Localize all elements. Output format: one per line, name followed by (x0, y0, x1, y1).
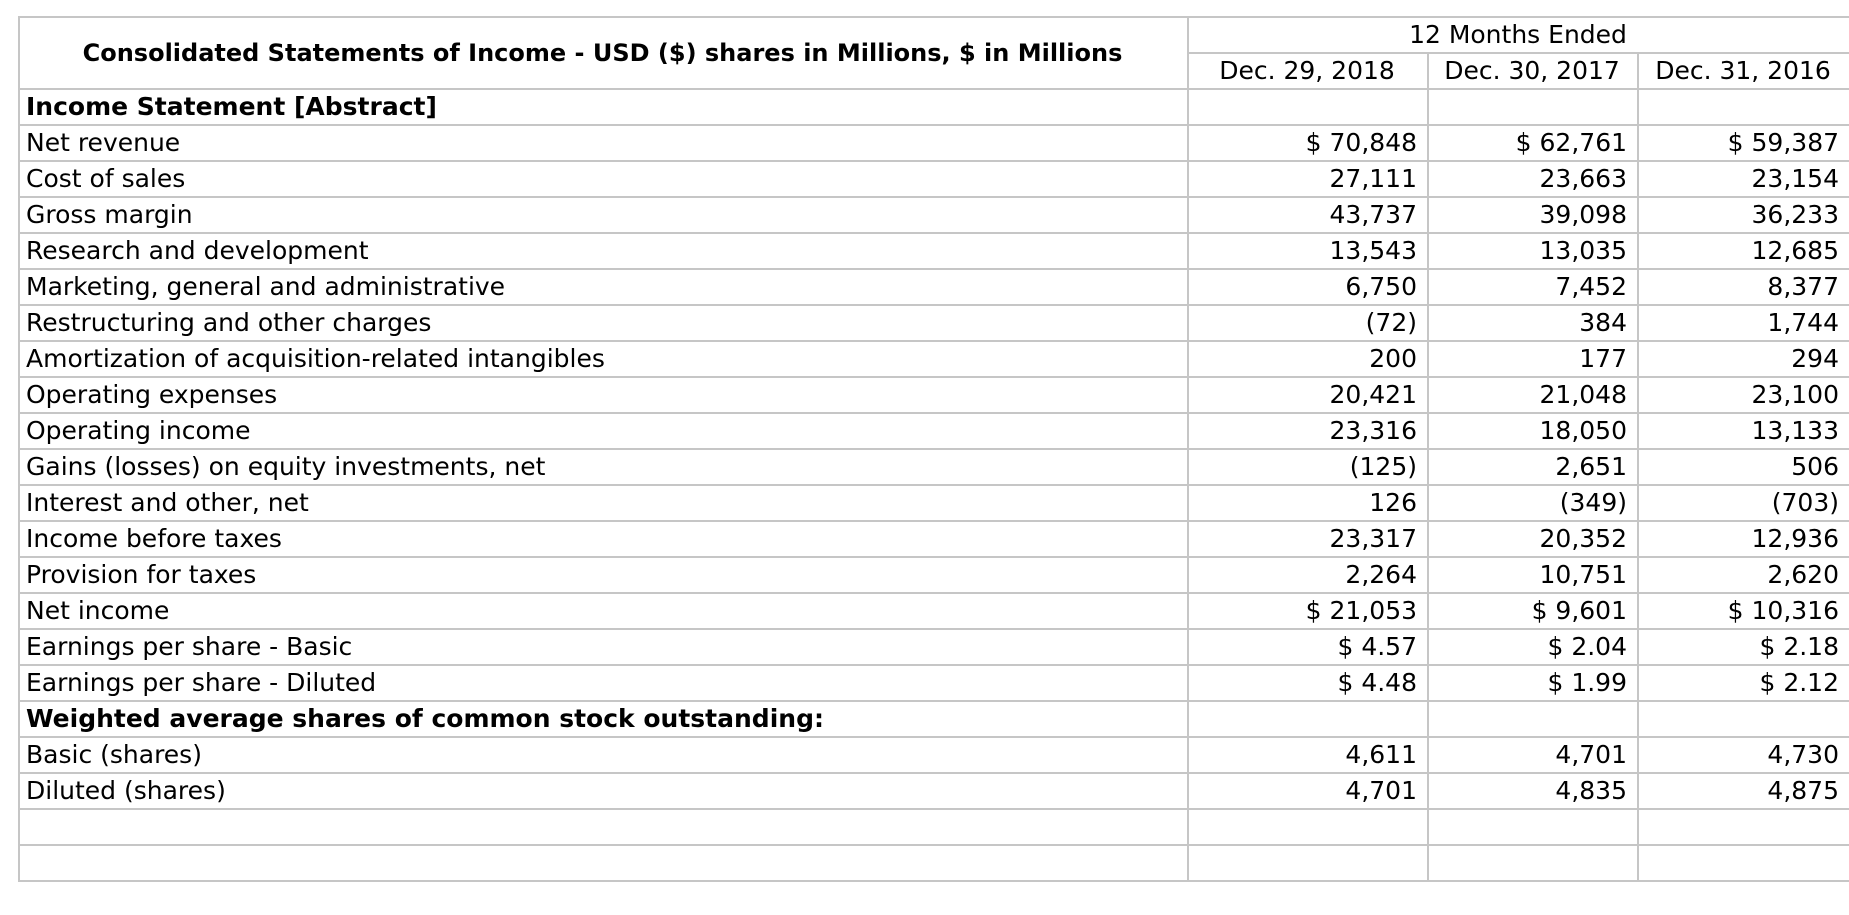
row-value: 13,133 (1638, 413, 1849, 449)
row-value: $ 1.99 (1428, 665, 1638, 701)
table-title: Consolidated Statements of Income - USD ($) shares in Millions, $ in Millions (19, 17, 1188, 89)
row-label (19, 845, 1188, 881)
row-label: Income Statement [Abstract] (19, 89, 1188, 125)
row-value: 2,620 (1638, 557, 1849, 593)
table-row (19, 161, 1849, 197)
row-value: (72) (1188, 305, 1428, 341)
row-value: $ 9,601 (1428, 593, 1638, 629)
row-label: Earnings per share - Diluted (19, 665, 1188, 701)
row-value: 4,611 (1188, 737, 1428, 773)
row-value: 20,421 (1188, 377, 1428, 413)
row-value: $ 62,761 (1428, 125, 1638, 161)
row-value: 12,936 (1638, 521, 1849, 557)
row-label: Income before taxes (19, 521, 1188, 557)
row-value: $ 4.57 (1188, 629, 1428, 665)
row-value (1638, 809, 1849, 845)
row-value: 13,035 (1428, 233, 1638, 269)
row-value: 2,264 (1188, 557, 1428, 593)
table-row (19, 521, 1849, 557)
row-label: Operating expenses (19, 377, 1188, 413)
row-value: $ 4.48 (1188, 665, 1428, 701)
table-row (19, 773, 1849, 809)
row-label: Net income (19, 593, 1188, 629)
row-value: 23,663 (1428, 161, 1638, 197)
column-header-2017: Dec. 30, 2017 (1428, 53, 1638, 89)
table-row (19, 485, 1849, 521)
row-value: 2,651 (1428, 449, 1638, 485)
table-row (19, 701, 1849, 737)
table-row (19, 377, 1849, 413)
row-value: 384 (1428, 305, 1638, 341)
row-value: 4,701 (1428, 737, 1638, 773)
row-value: 506 (1638, 449, 1849, 485)
row-value: $ 59,387 (1638, 125, 1849, 161)
row-value (1638, 701, 1849, 737)
header-row-group (19, 17, 1849, 53)
row-value: $ 2.12 (1638, 665, 1849, 701)
row-label (19, 809, 1188, 845)
row-label: Diluted (shares) (19, 773, 1188, 809)
row-value: 1,744 (1638, 305, 1849, 341)
row-value: 36,233 (1638, 197, 1849, 233)
row-value: 27,111 (1188, 161, 1428, 197)
table-row (19, 233, 1849, 269)
row-value (1638, 845, 1849, 881)
row-label: Weighted average shares of common stock outstanding: (19, 701, 1188, 737)
row-label: Gains (losses) on equity investments, net (19, 449, 1188, 485)
row-value: 12,685 (1638, 233, 1849, 269)
row-value: 4,835 (1428, 773, 1638, 809)
row-value (1428, 701, 1638, 737)
empty-row (19, 845, 1849, 881)
row-value (1188, 845, 1428, 881)
row-value: 8,377 (1638, 269, 1849, 305)
row-value: 6,750 (1188, 269, 1428, 305)
table-row (19, 449, 1849, 485)
table-row (19, 341, 1849, 377)
row-value: 294 (1638, 341, 1849, 377)
table-row (19, 665, 1849, 701)
row-value: 21,048 (1428, 377, 1638, 413)
table-row (19, 593, 1849, 629)
row-value (1188, 809, 1428, 845)
row-value: 23,316 (1188, 413, 1428, 449)
row-label: Research and development (19, 233, 1188, 269)
column-header-2016: Dec. 31, 2016 (1638, 53, 1849, 89)
row-label: Net revenue (19, 125, 1188, 161)
row-label: Amortization of acquisition-related intangibles (19, 341, 1188, 377)
row-label: Earnings per share - Basic (19, 629, 1188, 665)
row-value: 200 (1188, 341, 1428, 377)
row-value: (703) (1638, 485, 1849, 521)
table-row (19, 413, 1849, 449)
row-value: 23,100 (1638, 377, 1849, 413)
row-value: 10,751 (1428, 557, 1638, 593)
row-value: 39,098 (1428, 197, 1638, 233)
table-row (19, 269, 1849, 305)
row-label: Operating income (19, 413, 1188, 449)
row-value (1188, 701, 1428, 737)
row-label: Basic (shares) (19, 737, 1188, 773)
row-label: Interest and other, net (19, 485, 1188, 521)
row-value (1428, 809, 1638, 845)
row-value: $ 10,316 (1638, 593, 1849, 629)
row-value: $ 21,053 (1188, 593, 1428, 629)
row-value: 4,701 (1188, 773, 1428, 809)
row-value: 23,154 (1638, 161, 1849, 197)
row-value: (349) (1428, 485, 1638, 521)
row-label: Provision for taxes (19, 557, 1188, 593)
row-value: $ 2.04 (1428, 629, 1638, 665)
column-header-2018: Dec. 29, 2018 (1188, 53, 1428, 89)
row-value: 43,737 (1188, 197, 1428, 233)
table-row (19, 197, 1849, 233)
income-statement-table (18, 16, 1849, 882)
row-value: 23,317 (1188, 521, 1428, 557)
row-value: $ 70,848 (1188, 125, 1428, 161)
row-value: 4,730 (1638, 737, 1849, 773)
table-row (19, 125, 1849, 161)
row-value (1188, 89, 1428, 125)
row-value: 13,543 (1188, 233, 1428, 269)
row-value: 20,352 (1428, 521, 1638, 557)
row-label: Restructuring and other charges (19, 305, 1188, 341)
row-value: $ 2.18 (1638, 629, 1849, 665)
row-value (1638, 89, 1849, 125)
row-value: (125) (1188, 449, 1428, 485)
row-value: 126 (1188, 485, 1428, 521)
table-row (19, 89, 1849, 125)
table-row (19, 737, 1849, 773)
row-value: 177 (1428, 341, 1638, 377)
row-value: 7,452 (1428, 269, 1638, 305)
row-value (1428, 89, 1638, 125)
row-label: Gross margin (19, 197, 1188, 233)
table-row (19, 629, 1849, 665)
table-row (19, 557, 1849, 593)
row-label: Marketing, general and administrative (19, 269, 1188, 305)
row-value (1428, 845, 1638, 881)
table-row (19, 305, 1849, 341)
row-value: 4,875 (1638, 773, 1849, 809)
period-group-header: 12 Months Ended (1188, 17, 1849, 53)
row-label: Cost of sales (19, 161, 1188, 197)
row-value: 18,050 (1428, 413, 1638, 449)
empty-row (19, 809, 1849, 845)
